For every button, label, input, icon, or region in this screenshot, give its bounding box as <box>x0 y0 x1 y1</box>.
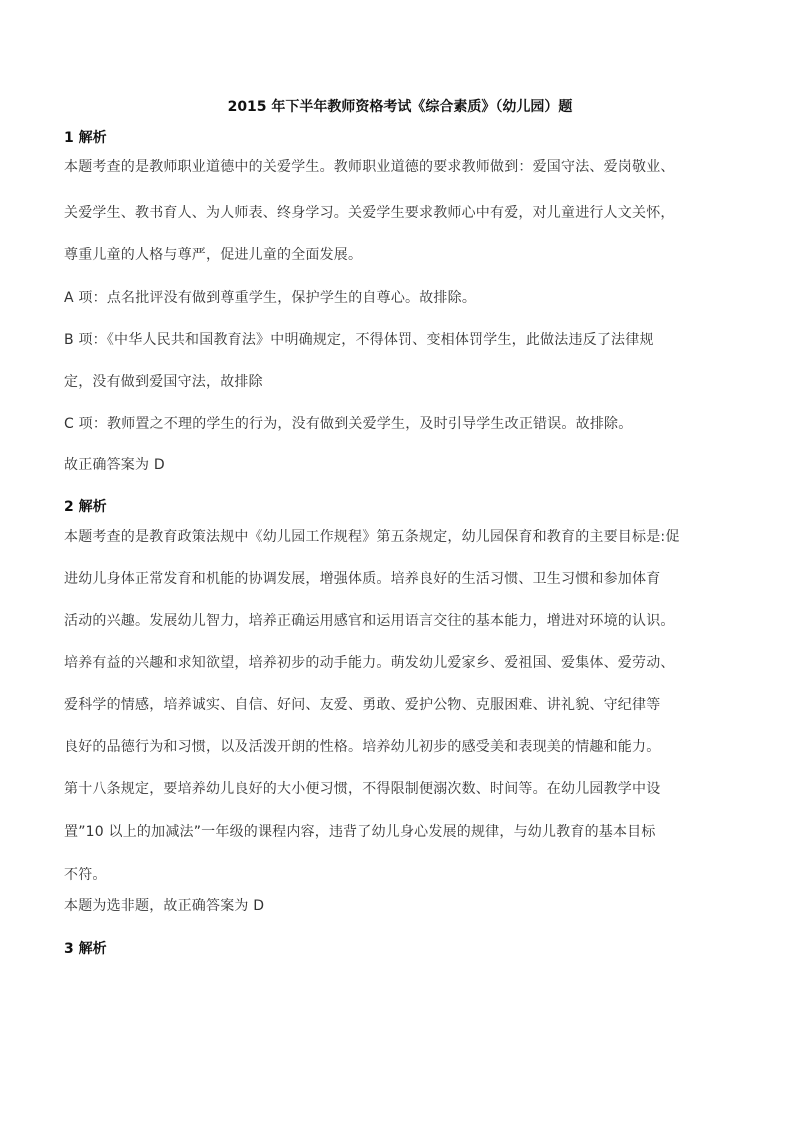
section-2-paragraph-line: 进幼儿身体正常发育和机能的协调发展，增强体质。培养良好的生活习惯、卫生习惯和参加体育 <box>64 571 661 587</box>
section-1-option-b: B 项：《中华人民共和国教育法》中明确规定，不得体罚、变相体罚学生，此做法违反了法律规 <box>64 332 654 348</box>
section-2-paragraph-line: 第十八条规定，要培养幼儿良好的大小便习惯，不得限制便溺次数、时间等。在幼儿园教学中设 <box>64 781 661 797</box>
section-2-paragraph-line: 不符。 <box>64 867 107 883</box>
section-2-answer: 本题为选非题，故正确答案为 D <box>64 898 265 914</box>
section-1-heading: 1 解析 <box>64 130 107 146</box>
section-1-answer: 故正确答案为 D <box>64 457 165 473</box>
section-1-paragraph-line: 尊重儿童的人格与尊严，促进儿童的全面发展。 <box>64 247 363 263</box>
section-2-heading: 2 解析 <box>64 499 107 515</box>
section-2-paragraph-line: 爱科学的情感，培养诚实、自信、好问、友爱、勇敢、爱护公物、克服困难、讲礼貌、守纪律等 <box>64 697 661 713</box>
section-1-option-b-cont: 定，没有做到爱国守法，故排除 <box>64 374 263 390</box>
section-1-paragraph-line: 本题考查的是教师职业道德中的关爱学生。教师职业道德的要求教师做到：爱国守法、爱岗敬业、 <box>64 159 675 175</box>
section-3-heading: 3 解析 <box>64 941 107 957</box>
section-2-paragraph-line: 置”10 以上的加减法”一年级的课程内容，违背了幼儿身心发展的规律，与幼儿教育的基本目标 <box>64 824 656 840</box>
document-title: 2015 年下半年教师资格考试《综合素质》（幼儿园）题 <box>227 99 573 115</box>
section-2-paragraph-line: 活动的兴趣。发展幼儿智力，培养正确运用感官和运用语言交往的基本能力，增进对环境的认识。 <box>64 613 675 629</box>
section-2-paragraph-line: 本题考查的是教育政策法规中《幼儿园工作规程》第五条规定，幼儿园保育和教育的主要目标是:促 <box>64 529 680 545</box>
section-2-paragraph-line: 培养有益的兴趣和求知欲望，培养初步的动手能力。萌发幼儿爱家乡、爱祖国、爱集体、爱劳动、 <box>64 655 675 671</box>
section-1-option-c: C 项：教师置之不理的学生的行为，没有做到关爱学生，及时引导学生改正错误。故排除。 <box>64 416 633 432</box>
section-1-option-a: A 项：点名批评没有做到尊重学生，保护学生的自尊心。故排除。 <box>64 290 477 306</box>
section-1-paragraph-line: 关爱学生、教书育人、为人师表、终身学习。关爱学生要求教师心中有爱，对儿童进行人文关怀， <box>64 205 675 221</box>
section-2-paragraph-line: 良好的品德行为和习惯，以及活泼开朗的性格。培养幼儿初步的感受美和表现美的情趣和能力。 <box>64 739 661 755</box>
